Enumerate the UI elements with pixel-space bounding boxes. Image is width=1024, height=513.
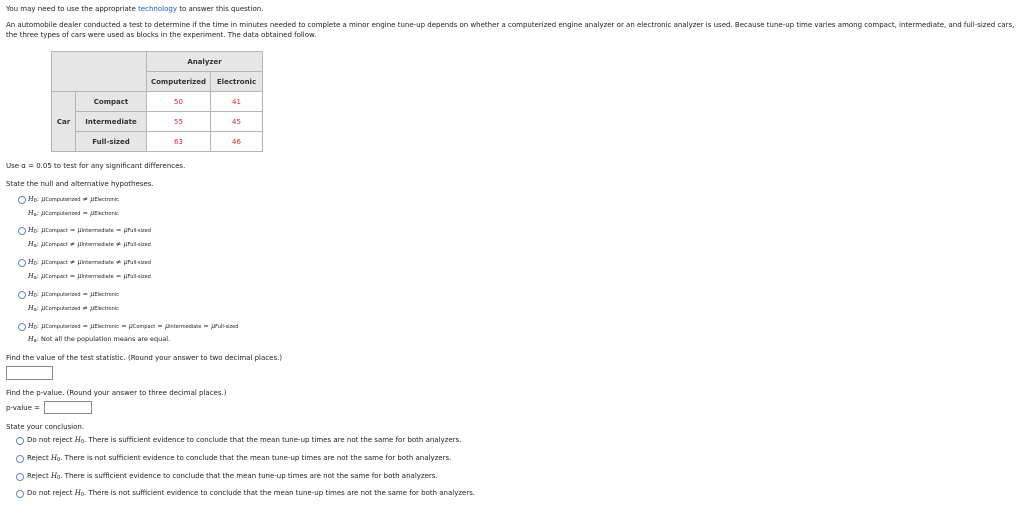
option-5-h0: H0: μComputerized = μElectronic = μCompact = μIntermediate = μFull-sized [28, 322, 239, 331]
hypothesis-option-1-radio[interactable] [18, 196, 26, 204]
option-3-ha: Ha: μCompact = μIntermediate = μFull-sized [28, 272, 151, 281]
row-label: Compact [76, 92, 147, 112]
table-cell: 41 [211, 92, 263, 112]
option-1-h0: H0: μComputerized ≠ μElectronic [28, 195, 119, 204]
conclusion-option-4-radio[interactable] [16, 490, 24, 498]
hypothesis-option-4-radio[interactable] [18, 291, 26, 299]
table-corner [52, 52, 147, 92]
table-cell: 46 [211, 132, 263, 152]
option-5-ha: Ha: Not all the population means are equal. [28, 335, 171, 344]
alpha-text: Use α = 0.05 to test for any significant differences. [6, 162, 186, 170]
option-4-ha: Ha: μComputerized ≠ μElectronic [28, 304, 119, 313]
conclusion-option-4: Do not reject H0. There is not sufficient evidence to conclude that the mean tune-up times are not the same for both analyzers. [27, 489, 476, 498]
conclusion-prompt: State your conclusion. [6, 423, 85, 431]
option-2-h0: H0: μCompact = μIntermediate = μFull-sized [28, 226, 151, 235]
col-computerized: Computerized [147, 72, 211, 92]
table-cell: 55 [147, 112, 211, 132]
conclusion-option-2-radio[interactable] [16, 455, 24, 463]
row-label: Intermediate [76, 112, 147, 132]
option-1-ha: Ha: μComputerized = μElectronic [28, 209, 119, 218]
p-value-prompt: Find the p-value. (Round your answer to three decimal places.) [6, 389, 227, 397]
table-cell: 63 [147, 132, 211, 152]
hypothesis-option-2-radio[interactable] [18, 227, 26, 235]
col-electronic: Electronic [211, 72, 263, 92]
table-cell: 45 [211, 112, 263, 132]
option-4-h0: H0: μComputerized = μElectronic [28, 290, 119, 299]
data-table [51, 51, 263, 152]
technology-link[interactable]: technology [138, 5, 177, 13]
table-cell: 50 [147, 92, 211, 112]
p-value-input[interactable] [44, 401, 92, 414]
problem-intro: An automobile dealer conducted a test to determine if the time in minutes needed to complete a minor engine tune-up depends on whether a computerized engine analyzer or an electronic analyzer is used. Because tune-up time varies among compact, intermediate, and full-sized cars, the three types of cars were used as blocks in the experiment. The data obtained follow. [6, 21, 1015, 39]
hypothesis-option-5-radio[interactable] [18, 323, 26, 331]
conclusion-option-3: Reject H0. There is sufficient evidence to conclude that the mean tune-up times are not the same for both analyzers. [27, 472, 438, 481]
analyzer-header: Analyzer [147, 52, 263, 72]
conclusion-option-3-radio[interactable] [16, 473, 24, 481]
option-2-ha: Ha: μCompact ≠ μIntermediate ≠ μFull-sized [28, 240, 151, 249]
hypotheses-prompt: State the null and alternative hypotheses. [6, 180, 154, 188]
hypothesis-option-3-radio[interactable] [18, 259, 26, 267]
header-text: You may need to use the appropriate technology to answer this question. [6, 5, 264, 13]
p-value-label: p-value = [6, 404, 40, 412]
option-3-h0: H0: μCompact ≠ μIntermediate ≠ μFull-sized [28, 258, 151, 267]
conclusion-option-2: Reject H0. There is not sufficient evidence to conclude that the mean tune-up times are not the same for both analyzers. [27, 454, 452, 463]
conclusion-option-1: Do not reject H0. There is sufficient evidence to conclude that the mean tune-up times are not the same for both analyzers. [27, 436, 462, 445]
test-statistic-prompt: Find the value of the test statistic. (Round your answer to two decimal places.) [6, 354, 283, 362]
row-label: Full-sized [76, 132, 147, 152]
test-statistic-input[interactable] [6, 366, 53, 380]
car-header: Car [52, 92, 76, 152]
conclusion-option-1-radio[interactable] [16, 437, 24, 445]
